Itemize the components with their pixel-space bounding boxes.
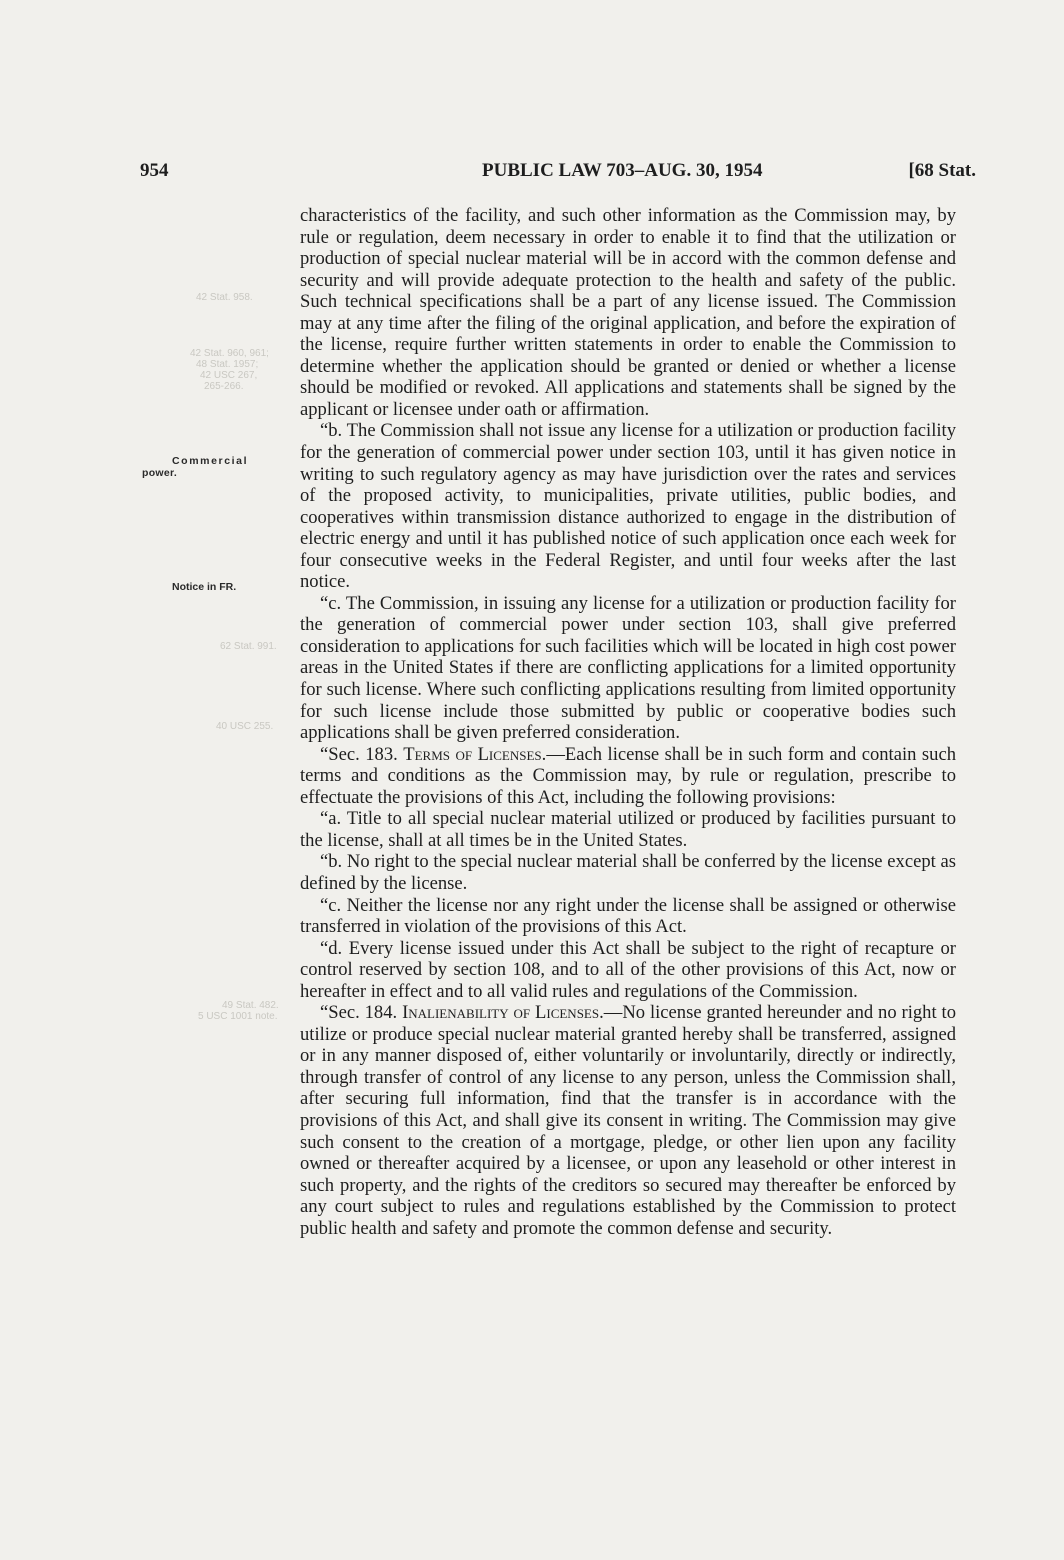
margin-note-commercial-power	[142, 455, 249, 479]
paragraph: “c. The Commission, in issuing any license for a utilization or production facility for the generation of commercial power under section 103, shall give preferred consideration to applications for such facilities which will be located in high cost power areas in the United States if there are conflicting applications for a limited opportunity for such license. Where such conflicting applications resulting from limited opportunity for such license include those submitted by public or cooperative bodies such applications shall be given preferred consideration.	[300, 592, 956, 744]
section-text: —Each license shall be in such form and contain such terms and conditions as the Commission may, by rule or regulation, prescribe to effectuate the provisions of this Act, including the following provisions:	[300, 743, 956, 808]
section-heading: Terms of Licenses.	[403, 743, 547, 765]
faint-margin-note: 40 USC 255.	[216, 721, 274, 732]
margin-note-line: Commercial	[172, 455, 249, 467]
section-184	[300, 1002, 956, 1239]
statute-reference: [68 Stat.	[908, 160, 976, 181]
statute-text	[300, 205, 956, 1239]
paragraph: characteristics of the facility, and such other information as the Commission may, by rule or regulation, deem necessary in order to enable it to find that the utilization or production of special nuclear material will be in accord with the common defense and security and will provide adequate protection to the health and safety of the public. Such technical specifications shall be a part of any license issued. The Commission may at any time after the filing of the original application, and before the expiration of the license, require further written statements in order to enable the Commission to determine whether the application should be granted or denied or whether a license should be modified or revoked. All applications and statements shall be signed by the applicant or licensee under oath or affirmation.	[300, 205, 956, 420]
paragraph: “a. Title to all special nuclear material utilized or produced by facilities pursuant to the license, shall at all times be in the United States.	[300, 808, 956, 851]
faint-margin-note: 49 Stat. 482.	[222, 1000, 279, 1011]
faint-margin-note: 42 Stat. 960, 961;	[190, 348, 269, 359]
faint-margin-note: 62 Stat. 991.	[220, 641, 277, 652]
page-number: 954	[140, 160, 169, 181]
faint-margin-note: 265-266.	[204, 381, 244, 392]
section-183	[300, 744, 956, 809]
section-text: —No license granted hereunder and no right to utilize or produce special nuclear material granted hereby shall be transferred, assigned or in any manner disposed of, either voluntarily or involuntarily, directly or indirectly, through transfer of control of any license to any person, unless the Commission shall, after securing full information, find that the transfer is in accordance with the provisions of this Act, and shall give its consent in writing. The Commission may give such consent to the creation of a mortgage, pledge, or other lien upon any facility owned or thereafter acquired by a licensee, or upon any leasehold or other interest in such property, and the rights of the creditors so secured may thereafter be enforced by any court subject to rules and regulations established by the Commission to protect public health and safety and promote the common defense and security.	[300, 1002, 956, 1239]
paragraph: “c. Neither the license nor any right under the license shall be assigned or otherwise transferred in violation of the provisions of this Act.	[300, 894, 956, 938]
section-number: “Sec. 183.	[320, 743, 398, 765]
paragraph: “b. The Commission shall not issue any license for a utilization or production facility for the generation of commercial power under section 103, until it has given notice in writing to such regulatory agency as may have jurisdiction over the rates and services of the proposed activity, to municipalities, private utilities, public bodies, and cooperatives within transmission distance authorized to engage in the distribution of electric energy and until it has published notice of such application once each week for four consecutive weeks in the Federal Register, and until four weeks after the last notice.	[300, 420, 956, 593]
paragraph: “b. No right to the special nuclear material shall be conferred by the license except as defined by the license.	[300, 851, 956, 894]
running-title: PUBLIC LAW 703–AUG. 30, 1954	[482, 160, 763, 181]
margin-note-line: power.	[142, 467, 178, 479]
section-heading: Inalienability of Licenses.	[402, 1002, 604, 1024]
faint-margin-note: 42 Stat. 958.	[196, 292, 253, 303]
section-number: “Sec. 184.	[320, 1002, 398, 1024]
margin-note-notice-in-fr: Notice in FR.	[172, 581, 237, 593]
paragraph: “d. Every license issued under this Act shall be subject to the right of recapture or control reserved by section 108, and to all of the other provisions of this Act, now or hereafter in effect and to all valid rules and regulations of the Commission.	[300, 937, 956, 1002]
page-header	[140, 160, 976, 188]
faint-margin-note: 42 USC 267,	[200, 370, 258, 381]
faint-margin-note: 5 USC 1001 note.	[198, 1011, 278, 1022]
faint-margin-note: 48 Stat. 1957;	[196, 359, 259, 370]
